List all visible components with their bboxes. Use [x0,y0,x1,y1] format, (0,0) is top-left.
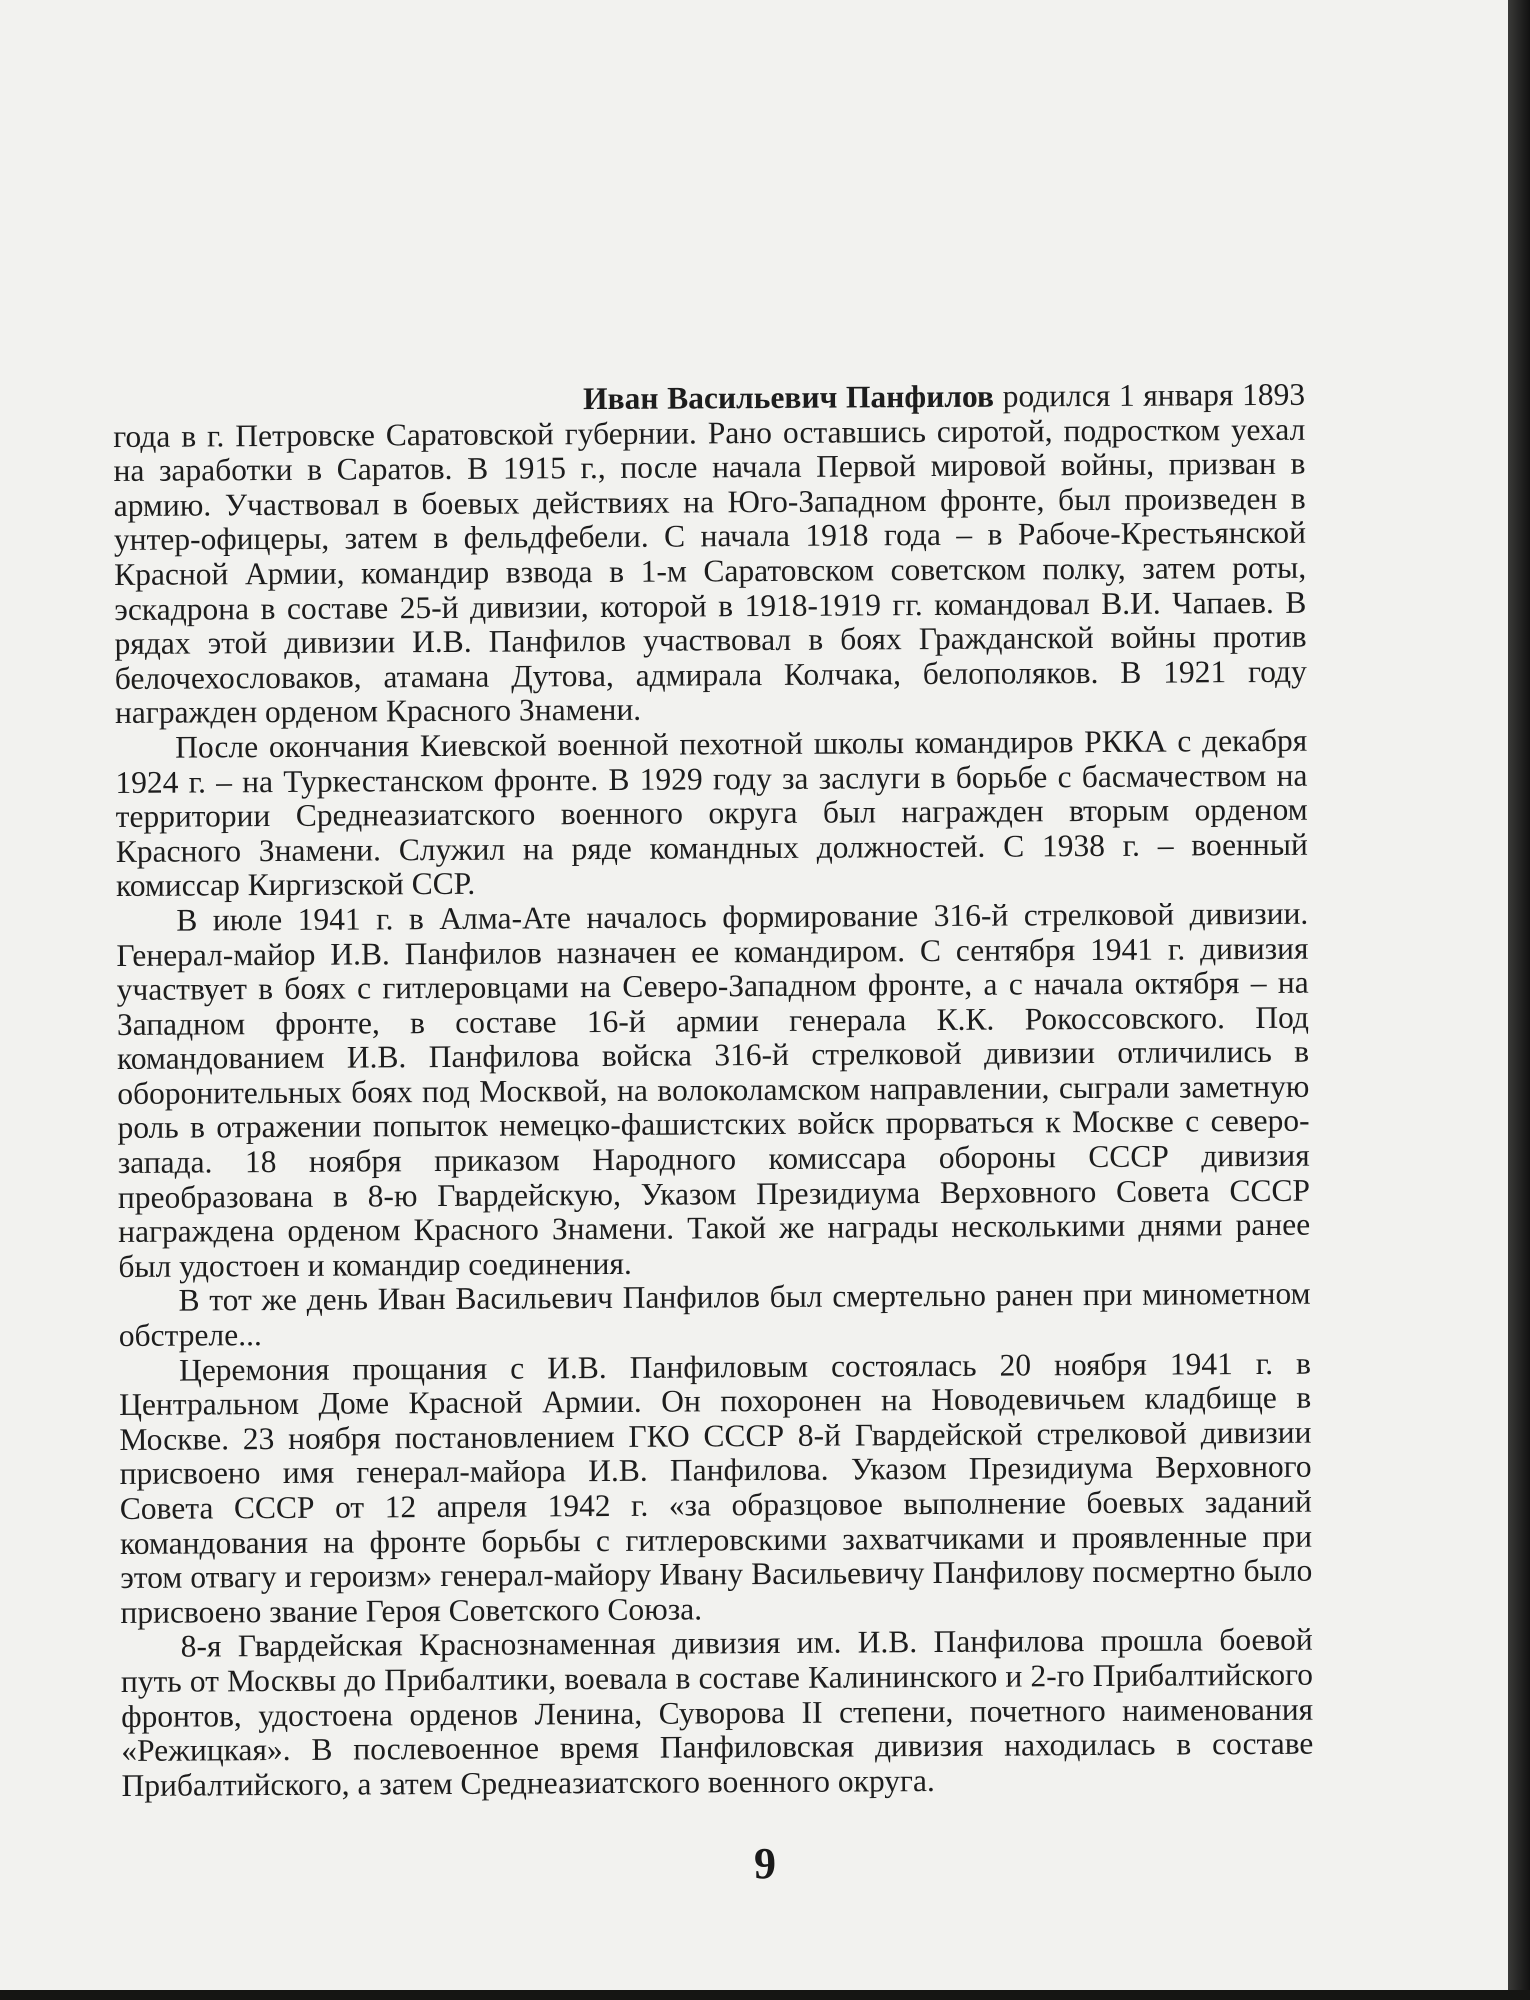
paragraph-2: После окончания Киевской военной пехотной школы командиров РККА с декабря 1924 г. – на Туркестанском фронте. В 1929 году за заслуги в борьбе с басмачеством на территории Среднеазиатского военного округа был награжден вторым орденом Красного Знамени. Служил на ряде командных должностей. С 1938 г. – военный комиссар Киргизской ССР. [115,722,1308,904]
paragraph-1 [113,378,1307,731]
book-edge-bottom [0,1990,1530,2000]
book-edge [1508,0,1530,2000]
paragraph-6: 8-я Гвардейская Краснознаменная дивизия им. И.В. Панфилова прошла боевой путь от Москвы до Прибалтики, воевала в составе Калининского и 2-го Прибалтийского фронтов, удостоена орденов Ленина, Суворова II степени, почетного наименования «Режицкая». В послевоенное время Панфиловская дивизия находилась в составе Прибалтийского, а затем Среднеазиатского военного округа. [120,1622,1314,1803]
paragraph-4: В тот же день Иван Васильевич Панфилов был смертельно ранен при минометном обстреле... [118,1276,1311,1354]
paragraph-5: Церемония прощания с И.В. Панфиловым состоялась 20 ноября 1941 г. в Центральном Доме Красной Армии. Он похоронен на Новодевичьем кладбище в Москве. 23 ноября постановлением ГКО СССР 8-й Гвардейской стрелковой дивизии присвоено имя генерал-майора И.В. Панфилова. Указом Президиума Верховного Совета СССР от 12 апреля 1942 г. «за образцовое выполнение боевых заданий командования на фронте борьбы с гитлеровскими захватчиками и проявленные при этом отвагу и героизм» генерал-майору Ивану Васильевичу Панфилову посмертно было присвоено звание Героя Советского Союза. [119,1345,1313,1630]
bold-name: Иван Васильевич Панфилов [582,378,995,417]
paragraph-1-text: родился 1 января 1893 года в г. Петровске Саратовской губернии. Рано оставшись сиротой, подростком уехал на заработки в Саратов. В 1915 г., после начала Первой мировой войны, призван в армию. Участвовал в боевых действиях на Юго-Западном фронте, был произведен в унтер-офицеры, затем в фельдфебели. С начала 1918 года – в Рабоче-Крестьянской Красной Армии, командир взвода в 1-м Саратовском советском полку, затем роты, эскадрона в составе 25-й дивизии, которой в 1918-1919 гг. командовал В.И. Чапаев. В рядах этой дивизии И.В. Панфилов участвовал в боях Гражданской войны против белочехословаков, атамана Дутова, адмирала Колчака, белополяков. В 1921 году награжден орденом Красного Знамени. [113,376,1307,731]
paragraph-3: В июле 1941 г. в Алма-Ате началось формирование 316-й стрелковой дивизии. Генерал-майор И.В. Панфилов назначен ее командиром. С сентября 1941 г. дивизия участвует в боях с гитлеровцами на Северо-Западном фронте, а с начала октября – на Западном фронте, в составе 16-й армии генерала К.К. Рокоссовского. Под командованием И.В. Панфилова войска 316-й стрелковой дивизии отличились в оборонительных боях под Москвой, на волоколамском направлении, сыграли заметную роль в отражении попыток немецко-фашистских войск прорваться к Москве с северо-запада. 18 ноября приказом Народного комиссара обороны СССР дивизия преобразована в 8-ю Гвардейскую, Указом Президиума Верховного Совета СССР награждена орденом Красного Знамени. Такой же награды несколькими днями ранее был удостоен и командир соединения. [116,895,1311,1284]
page-number: 9 [754,1839,776,1888]
body-text [113,378,1314,1804]
